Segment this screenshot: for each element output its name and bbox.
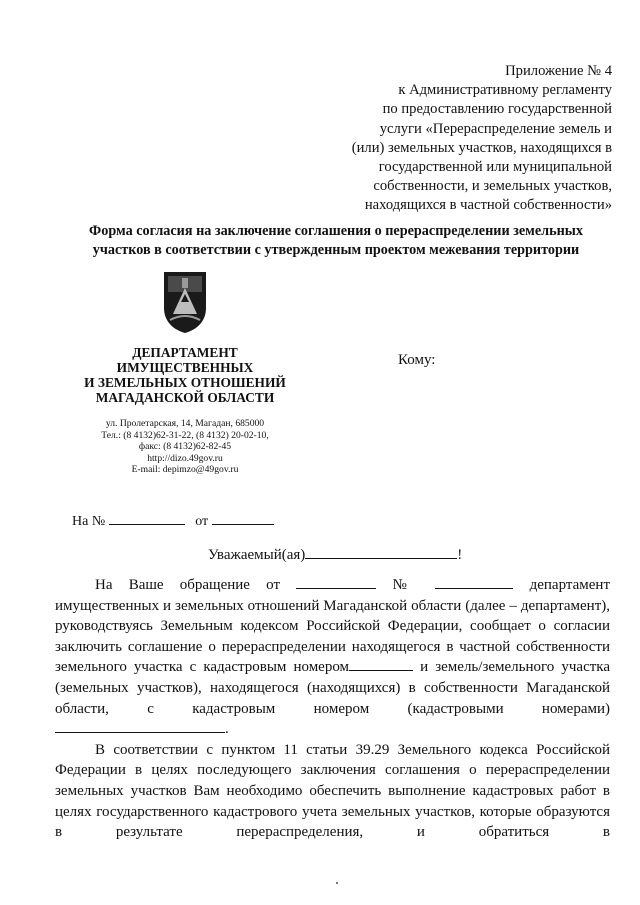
reference-date-label: от [195, 514, 209, 529]
department-name-line: И ЗЕМЕЛЬНЫХ ОТНОШЕНИЙ [84, 375, 286, 390]
greeting-text: Уважаемый(ая) [208, 547, 306, 563]
form-title [60, 222, 612, 260]
department-fax: факс: (8 4132)62-82-45 [138, 441, 232, 453]
form-title-line: участков в соответствии с утвержденным проектом межевания территории [92, 242, 580, 258]
reference-number-label: На № [72, 514, 106, 529]
recipient-label: Кому: [398, 352, 436, 368]
paragraph-text: . [225, 721, 229, 738]
appendix-line: к Административному регламенту [398, 82, 612, 99]
department-name-line: МАГАДАНСКОЙ ОБЛАСТИ [95, 390, 275, 405]
paragraph-text: На Ваше обращение от [95, 577, 281, 593]
appendix-header [292, 62, 612, 216]
form-title-line: Форма согласия на заключение соглашения о перераспределении земельных [89, 223, 583, 239]
department-name [60, 345, 310, 405]
scan-dot [336, 882, 338, 884]
appendix-line: Приложение № 4 [505, 63, 612, 79]
appeal-number-blank [435, 576, 513, 589]
appendix-line: государственной или муниципальной [378, 159, 612, 176]
greeting [208, 546, 462, 564]
greeting-name-blank [305, 546, 457, 559]
reference-date-blank [212, 512, 274, 525]
paragraph-text: № [392, 577, 420, 593]
appendix-line: находящихся в частной собственности» [364, 197, 612, 214]
paragraph-instructions: В соответствии с пунктом 11 статьи 39.29 Земельного кодекса Российской Федерации в целях последующего заключения соглашения о перераспределении земельных участков Вам необходимо обеспечить выполнение кадастровых работ в целях государственного кадастрового учета земельных участков, которые образуются в результате перераспределения, и обратиться в [55, 741, 610, 841]
department-phone: Тел.: (8 4132)62-31-22, (8 4132) 20-02-10, [101, 429, 269, 441]
paragraph-text: департамент имущественных и земельных отношений Магаданской области (далее – департамент), руководствуясь Земельным кодексом Российской Федерации, сообщает о согласии заключить соглашение о перераспределении находящегося в частной собственности земельного участка с кадастровым номером [55, 577, 611, 676]
appendix-line: услуги «Перераспределение земель и [379, 120, 612, 137]
department-email: E-mail: depimzo@49gov.ru [131, 464, 239, 476]
letter-body [55, 575, 610, 843]
paragraph-text: и земель/земельного участка (земельных участков), находящегося (находящихся) в собственности Магаданской области, с кадастровым номером (кадастровыми номерами) [55, 659, 610, 717]
cadastral-numbers-blank [55, 720, 225, 733]
department-website: http://dizo.49gov.ru [147, 452, 223, 464]
department-address: ул. Пролетарская, 14, Магадан, 685000 [105, 418, 265, 429]
department-name-line: ДЕПАРТАМЕНТ [132, 345, 238, 360]
coat-of-arms-icon [160, 268, 210, 334]
paragraph-consent [55, 575, 610, 740]
department-contacts [60, 418, 310, 476]
reference-number-blank [109, 512, 185, 525]
department-name-line: ИМУЩЕСТВЕННЫХ [116, 360, 254, 375]
appeal-date-blank [296, 576, 376, 589]
cadastral-number-blank [349, 658, 413, 671]
appendix-line: (или) земельных участков, находящихся в [351, 139, 612, 156]
appendix-line: по предоставлению государственной [382, 101, 612, 118]
reference-line [72, 512, 274, 530]
appendix-line: собственности, и земельных участков, [373, 178, 612, 195]
greeting-exclamation: ! [457, 547, 463, 563]
